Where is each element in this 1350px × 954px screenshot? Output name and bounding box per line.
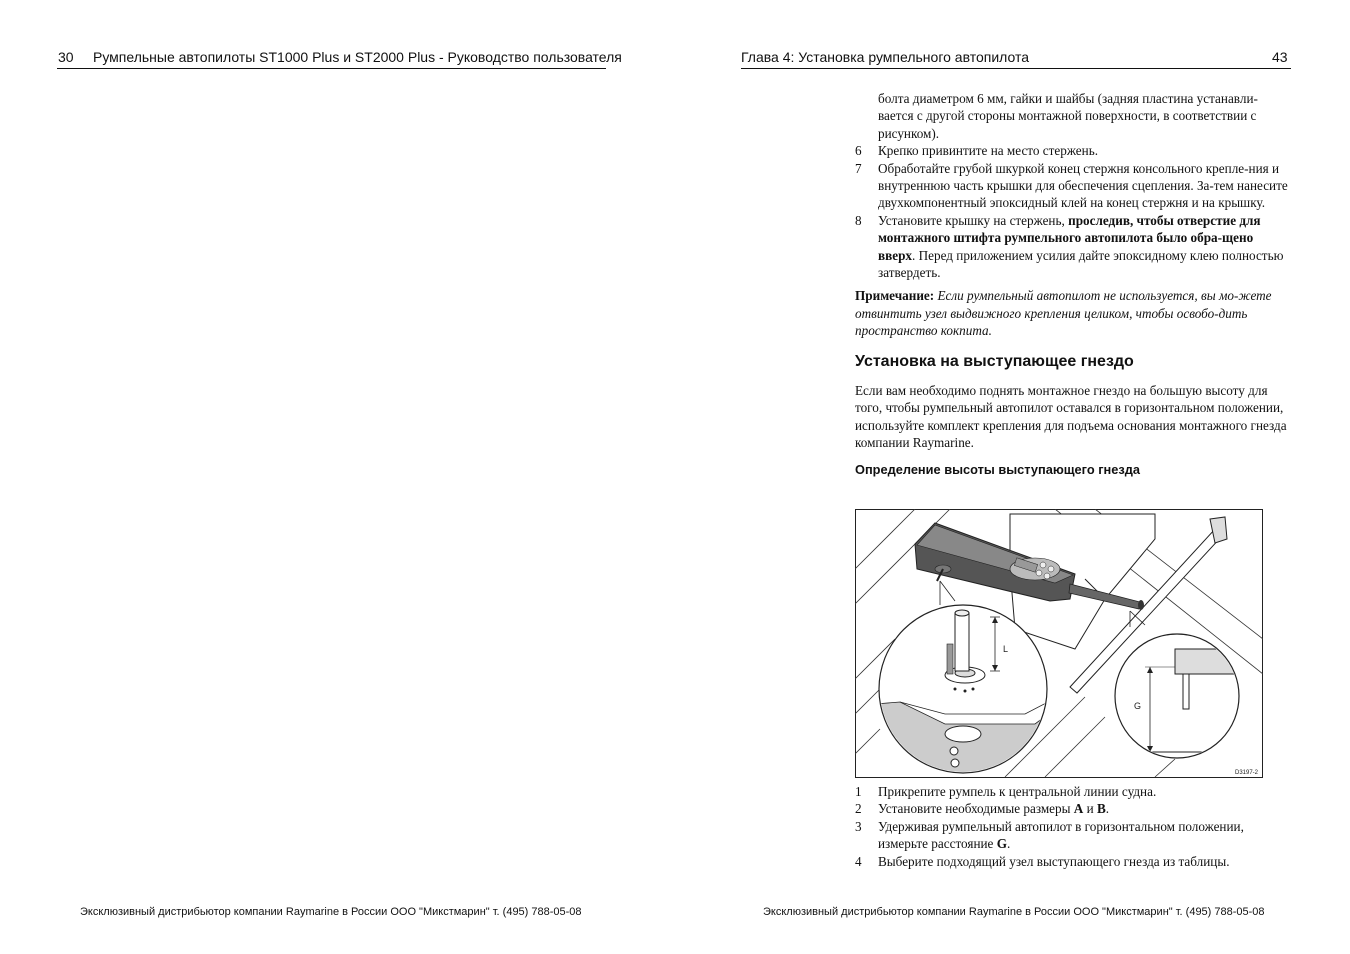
- step-number: 1: [855, 784, 862, 799]
- list-item-number: 6: [855, 143, 862, 159]
- list-item-bold-text: проследив, чтобы отверстие для монтажного штифта румпельного автопилота было обра-щено вверх: [878, 212, 1261, 263]
- label-L: L: [1003, 644, 1009, 654]
- right-body-text: [855, 90, 1290, 478]
- list-item-number: 7: [855, 160, 862, 176]
- right-page-number: 43: [1272, 49, 1288, 65]
- section-paragraph: Если вам необходимо поднять монтажное гнездо на большую высоту для того, чтобы румпельный автопилот оставался в горизонтальном положении, используйте комплект крепления для подъема основания монтажного гнезда компании Raymarine.: [855, 382, 1287, 450]
- figure-code: D3197-2: [1235, 770, 1259, 776]
- note-text: Если румпельный автопилот не используется, вы мо-жете отвинтить узел выдвижного крепления целиком, чтобы освобо-дить пространство кокпита.: [855, 288, 1272, 339]
- subsection-title: Определение высоты выступающего гнезда: [855, 462, 1140, 478]
- list-item-text: Крепко привинтите на место стержень.: [878, 143, 1099, 159]
- step-text: и: [1083, 801, 1097, 817]
- step-text: .: [1006, 836, 1011, 852]
- list-item-number: 8: [855, 212, 862, 228]
- step-text: Установите необходимые размеры: [878, 801, 1074, 817]
- step-bold: B: [1096, 801, 1106, 817]
- left-header-rule: [57, 68, 606, 69]
- installation-diagram: [855, 509, 1263, 778]
- step-item: [855, 818, 1290, 853]
- step-number: 3: [855, 818, 862, 834]
- step-text: Прикрепите румпель к центральной линии судна.: [878, 784, 1157, 799]
- list-item: [855, 160, 1290, 212]
- step-text: Выберите подходящий узел выступающего гнезда из таблицы.: [878, 853, 1230, 869]
- list-item-text: . Перед приложением усилия дайте эпоксидному клею полностью затвердеть.: [878, 247, 1284, 281]
- installation-diagram-svg: [855, 509, 1263, 778]
- step-bold: A: [1073, 801, 1084, 817]
- list-item: [855, 212, 1290, 282]
- right-header-rule: [741, 68, 1291, 69]
- step-bold: G: [996, 836, 1007, 852]
- step-number: 2: [855, 801, 862, 817]
- measurement-steps: [855, 783, 1290, 870]
- step-item: [855, 783, 1290, 800]
- label-G: G: [1134, 701, 1142, 711]
- left-page-number: 30: [58, 49, 74, 65]
- list-item: [855, 142, 1290, 159]
- step-text: Удерживая румпельный автопилот в горизонтальном положении, измерьте расстояние: [878, 818, 1244, 852]
- left-footer: Эксклюзивный дистрибьютор компании Raymarine в России ООО "Микстмарин" т. (495) 788-05-08: [80, 906, 582, 918]
- step-item: [855, 800, 1290, 817]
- right-header-title: Глава 4: Установка румпельного автопилота: [741, 49, 1029, 65]
- step-number: 4: [855, 853, 862, 869]
- continuation-paragraph: болта диаметром 6 мм, гайки и шайбы (задняя пластина устанавли-вается с другой стороны монтажной поверхности, в соответствии с рисунком).: [878, 91, 1258, 141]
- note-label: Примечание:: [855, 288, 935, 304]
- section-title: Установка на выступающее гнездо: [855, 352, 1134, 370]
- step-text: .: [1105, 801, 1110, 817]
- left-header-title: Румпельные автопилоты ST1000 Plus и ST2000 Plus - Руководство пользователя: [93, 49, 622, 65]
- note-paragraph: [855, 287, 1290, 339]
- step-item: [855, 853, 1290, 870]
- right-footer: Эксклюзивный дистрибьютор компании Raymarine в России ООО "Микстмарин" т. (495) 788-05-08: [763, 906, 1265, 918]
- list-item-text: Установите крышку на стержень,: [878, 212, 1069, 228]
- list-item-text: Обработайте грубой шкуркой конец стержня консольного крепле-ния и внутреннюю часть крышки для обеспечения сцепления. За-тем нанесите двухкомпонентный эпоксидный клей на конец стержня и на крышку.: [878, 160, 1288, 211]
